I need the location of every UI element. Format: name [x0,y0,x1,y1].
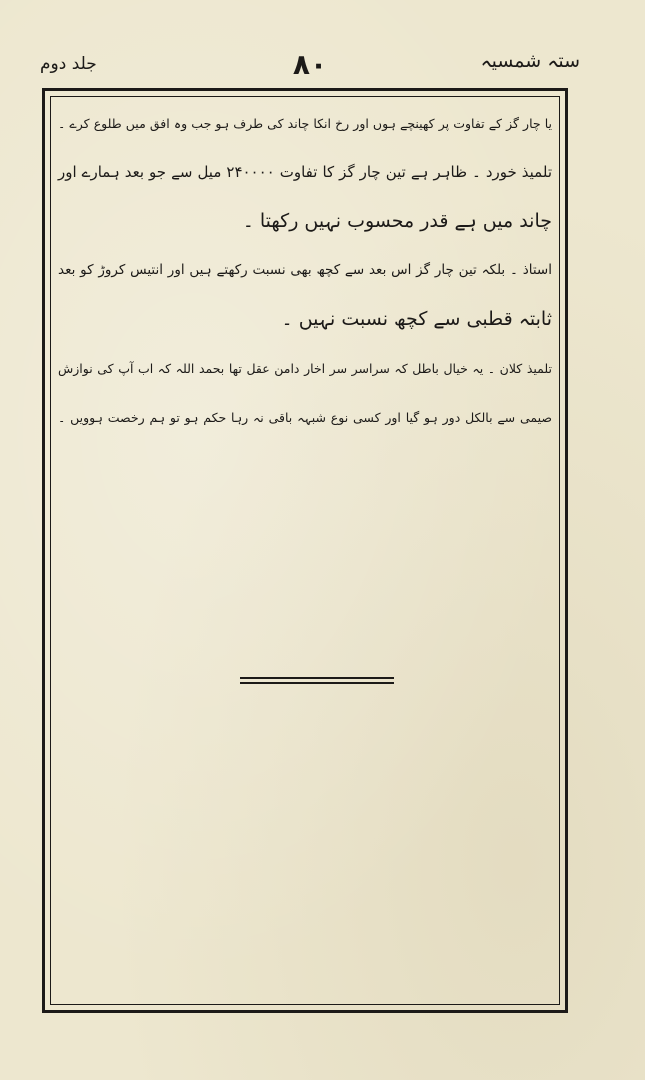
book-title: ستہ شمسیہ [480,50,580,72]
section-end-rule [240,677,394,685]
text-line-1: یا چار گز کے تفاوت پر کھینچے ہوں اور رخ انکا چاند کی طرف ہو جب وہ افق میں طلوع کرے ۔ [58,116,552,131]
volume-label: جلد دوم [40,54,97,74]
text-line-3: چاند میں ہے قدر محسوب نہیں رکھتا ۔ [242,210,552,232]
page-number: ۸۰ [292,48,328,81]
text-line-4: استاذ ۔ بلکہ تین چار گز اس بعد سے کچھ بھی نسبت رکھتے ہیں اور انتیس کروڑ کو بعد [58,262,552,278]
rule-top [240,677,394,679]
text-line-2: تلمیذ خورد ۔ ظاہر ہے تین چار گز کا تفاوت ۲۴۰۰۰۰ میل سے جو بعد ہمارے اور [58,163,552,181]
page-header [40,48,580,84]
page-body [58,112,552,455]
text-line-6: تلمیذ کلان ۔ یہ خیال باطل کہ سراسر سر اخار دامن عقل تھا بحمد اللہ کہ اب آپ کی نوازش [58,361,552,376]
text-line-7: صیمی سے بالکل دور ہو گیا اور کسی نوع شبہہ باقی نہ رہا حکم ہو تو ہم رخصت ہوویں ۔ [58,410,552,425]
text-line-5: ثابتہ قطبی سے کچھ نسبت نہیں ۔ [281,308,552,330]
rule-bottom [240,682,394,684]
